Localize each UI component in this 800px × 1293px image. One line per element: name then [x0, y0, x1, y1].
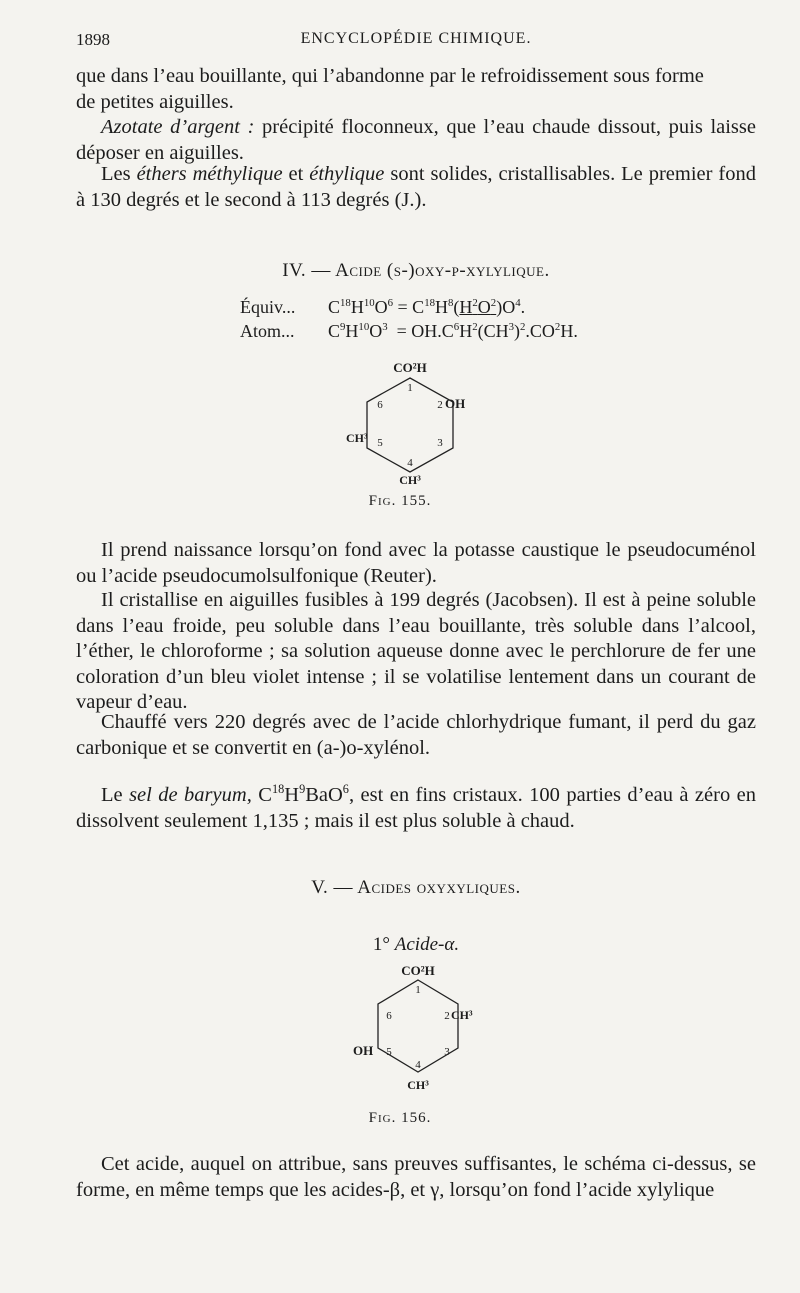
paragraph-line: de petites aiguilles.	[76, 90, 234, 113]
paragraph-text: et	[282, 163, 310, 185]
formula-atom: Atom... $C^9H^{10}O^3 = OH.C^6H^2(CH^3)^2.CO^2H$.	[240, 321, 578, 341]
paragraph-line: que dans l’eau bouillante, qui l’abandonne par le refroidissement sous forme	[76, 65, 704, 87]
ring-position: 2	[444, 1010, 450, 1022]
paragraph-azotate	[76, 115, 756, 166]
section-heading-iv: IV. — Acide (s-)oxy-p-xylylique.	[282, 260, 550, 281]
paragraph-continuation	[76, 64, 756, 115]
substituent-right: OH	[445, 396, 466, 411]
substituent-bottom: CH³	[399, 473, 421, 487]
italic-term: sel de baryum,	[129, 784, 252, 806]
paragraph-heating: Chauffé vers 220 degrés avec de l’acide chlorhydrique fumant, il perd du gaz carbonique et se convertit en (a-)o-xylénol.	[76, 711, 756, 759]
substituent-top: CO²H	[401, 963, 435, 978]
paragraph-text: Les	[101, 163, 137, 185]
ring-position: 1	[415, 984, 421, 996]
ring-position: 4	[407, 457, 413, 469]
paragraph-ethers	[76, 162, 756, 213]
substituent-bottom: CH³	[407, 1078, 429, 1092]
ring-position: 5	[386, 1046, 392, 1058]
section-heading-v: V. — Acides oxyxyliques.	[311, 877, 521, 898]
page-header	[76, 30, 756, 54]
figure-caption-156: Fig. 156.	[368, 1110, 432, 1126]
ring-position: 6	[386, 1010, 392, 1022]
ring-position: 4	[415, 1059, 421, 1071]
formula-label: Atom...	[240, 321, 295, 341]
paragraph-origin: Il prend naissance lorsqu’on fond avec la potasse caustique le pseudocuménol ou l’acide pseudocumolsulfonique (Reuter).	[76, 539, 756, 587]
page-number: 1898	[76, 30, 110, 49]
ring-position: 1	[407, 382, 413, 394]
ring-position: 6	[377, 399, 383, 411]
ring-position: 3	[444, 1046, 450, 1058]
paragraph-text: sont solides, cristallisables. Le premier fond à 130 degrés et le second à 113 degrés (J.).	[76, 163, 757, 211]
substituent-right: CH³	[451, 1008, 473, 1022]
subsection-number: 1°	[372, 934, 395, 955]
subsection-heading	[76, 932, 756, 958]
paragraph-text: Le	[101, 784, 130, 806]
formula-equiv: Équiv... $C^{18}H^{10}O^6 = C^{18}H^8(H^2O^2)O^4$.	[240, 297, 526, 317]
ring-position: 2	[437, 399, 443, 411]
paragraph-barium-salt: Le sel de baryum, $C^{18}H^9BaO^6$, est en fins cristaux. 100 parties d’eau à zéro en dissolvent seulement 1,135 ; mais il est plus soluble à chaud.	[76, 782, 756, 832]
italic-term: éthylique	[309, 163, 385, 185]
running-title: ENCYCLOPÉDIE CHIMIQUE.	[300, 30, 532, 47]
paragraph-text: est en fins cristaux. 100 parties d’eau à zéro en dissolvent seulement 1,135 ; mais il est plus soluble à chaud.	[76, 784, 756, 832]
italic-term: Azotate d’argent :	[101, 116, 255, 138]
substituent-left: CH³	[346, 431, 368, 445]
substituent-left: OH	[353, 1043, 374, 1058]
paragraph-acid-alpha: Cet acide, auquel on attribue, sans preuves suffisantes, le schéma ci-dessus, se forme, en même temps que les acides-β, et γ, lorsqu’on fond l’acide xylylique	[76, 1153, 756, 1201]
figure-caption-155: Fig. 155.	[368, 493, 432, 509]
italic-term: éthers méthylique	[136, 163, 283, 185]
substituent-top: CO²H	[393, 360, 427, 375]
structure-figure-156	[348, 962, 488, 1090]
ring-position: 3	[437, 437, 443, 449]
structure-figure-155	[340, 360, 480, 488]
ring-position: 5	[377, 437, 383, 449]
paragraph-properties: Il cristallise en aiguilles fusibles à 199 degrés (Jacobsen). Il est à peine soluble dans l’eau froide, peu soluble dans l’eau bouillante, très soluble dans l’alcool, l’éther, le chloroforme ; sa solution aqueuse donne avec le perchlorure de fer une coloration d’un bleu violet intense ; il se volatilise lentement dans un courant de vapeur d’eau.	[76, 589, 756, 713]
subsection-title: Acide-α.	[394, 934, 460, 955]
paragraph-text: précipité floconneux, que l’eau chaude dissout, puis laisse déposer en aiguilles.	[76, 116, 756, 164]
formula-label: Équiv...	[240, 297, 296, 317]
